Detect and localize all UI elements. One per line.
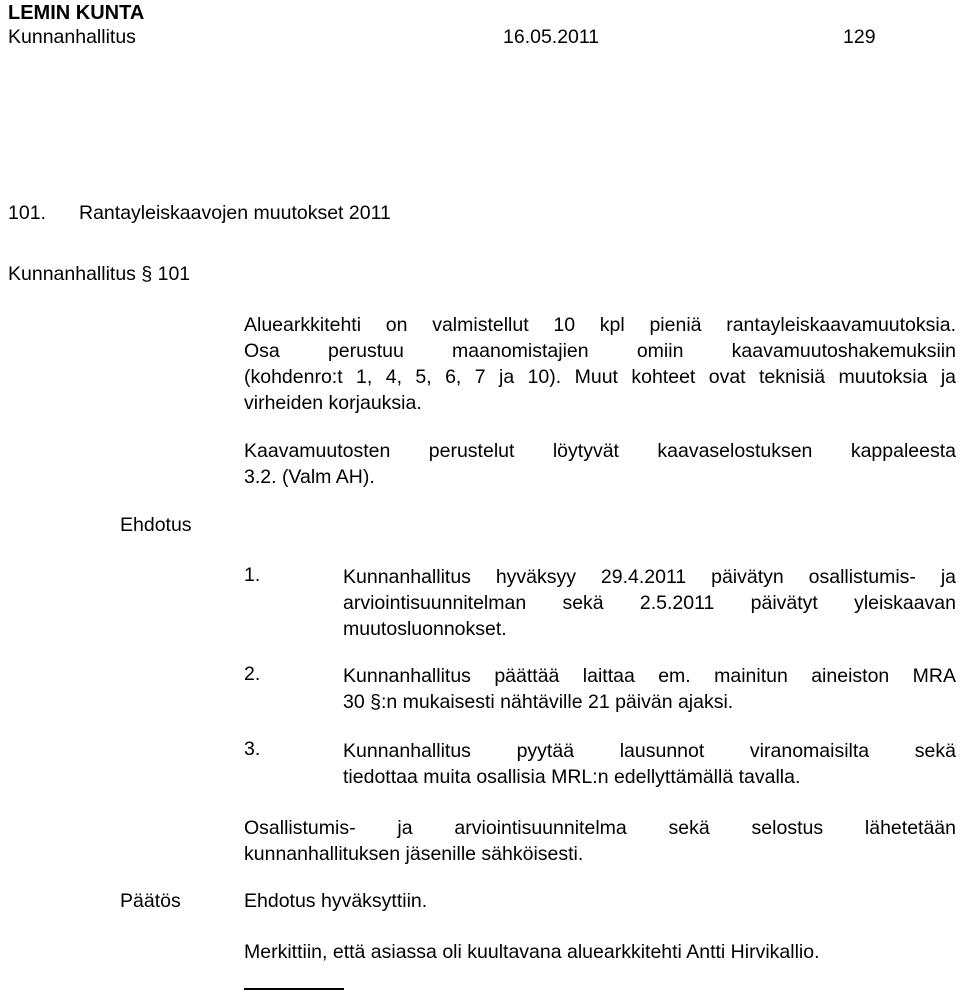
item-title: Rantayleiskaavojen muutokset 2011: [79, 202, 391, 224]
intro-line: Osa perustuu maanomistajien omiin kaavamuutoshakemuksiin: [244, 340, 956, 362]
closing-rule: [244, 988, 344, 990]
header-body: Kunnanhallitus: [8, 26, 136, 48]
header-date: 16.05.2011: [503, 26, 600, 48]
decision-note: Merkittiin, että asiassa oli kuultavana aluearkkitehti Antti Hirvikallio.: [244, 941, 820, 963]
basis-line: Kaavamuutosten perustelut löytyvät kaavaselostuksen kappaleesta: [244, 440, 956, 462]
intro-line: virheiden korjauksia.: [244, 392, 422, 414]
proposal-label: Ehdotus: [120, 514, 192, 536]
proposal-item-line: tiedottaa muita osallisia MRL:n edellyttämällä tavalla.: [343, 766, 801, 788]
proposal-item-line: Kunnanhallitus päättää laittaa em. mainitun aineiston MRA: [343, 665, 956, 687]
proposal-item: [343, 663, 956, 715]
intro-line: (kohdenro:t 1, 4, 5, 6, 7 ja 10). Muut kohteet ovat teknisiä muutoksia ja: [244, 366, 956, 388]
proposal-note-line: kunnanhallituksen jäsenille sähköisesti.: [244, 843, 584, 865]
decision-text: Ehdotus hyväksyttiin.: [244, 890, 428, 912]
proposal-item-line: Kunnanhallitus hyväksyy 29.4.2011 päivätyn osallistumis- ja: [343, 566, 956, 588]
proposal-item: [343, 564, 956, 642]
proposal-note-line: Osallistumis- ja arviointisuunnitelma sekä selostus lähetetään: [244, 817, 956, 839]
item-number: 101.: [8, 202, 46, 224]
proposal-item: [343, 738, 956, 790]
section-reference: Kunnanhallitus § 101: [8, 263, 191, 285]
proposal-note: [244, 815, 956, 867]
intro-paragraph: [244, 312, 956, 416]
proposal-item-line: Kunnanhallitus pyytää lausunnot viranomaisilta sekä: [343, 740, 956, 762]
page-number: 129: [843, 26, 876, 48]
proposal-item-line: muutosluonnokset.: [343, 618, 507, 640]
proposal-item-line: arviointisuunnitelman sekä 2.5.2011 päivätyt yleiskaavan: [343, 592, 956, 614]
municipality-name: LEMIN KUNTA: [8, 2, 145, 24]
basis-line: 3.2. (Valm AH).: [244, 466, 375, 488]
proposal-item-line: 30 §:n mukaisesti nähtäville 21 päivän ajaksi.: [343, 691, 734, 713]
proposal-item-number: 2.: [244, 663, 261, 685]
proposal-item-number: 1.: [244, 564, 261, 586]
proposal-item-number: 3.: [244, 738, 261, 760]
decision-label: Päätös: [120, 890, 181, 912]
intro-line: Aluearkkitehti on valmistellut 10 kpl pieniä rantayleiskaavamuutoksia.: [244, 314, 956, 336]
basis-paragraph: [244, 438, 956, 490]
